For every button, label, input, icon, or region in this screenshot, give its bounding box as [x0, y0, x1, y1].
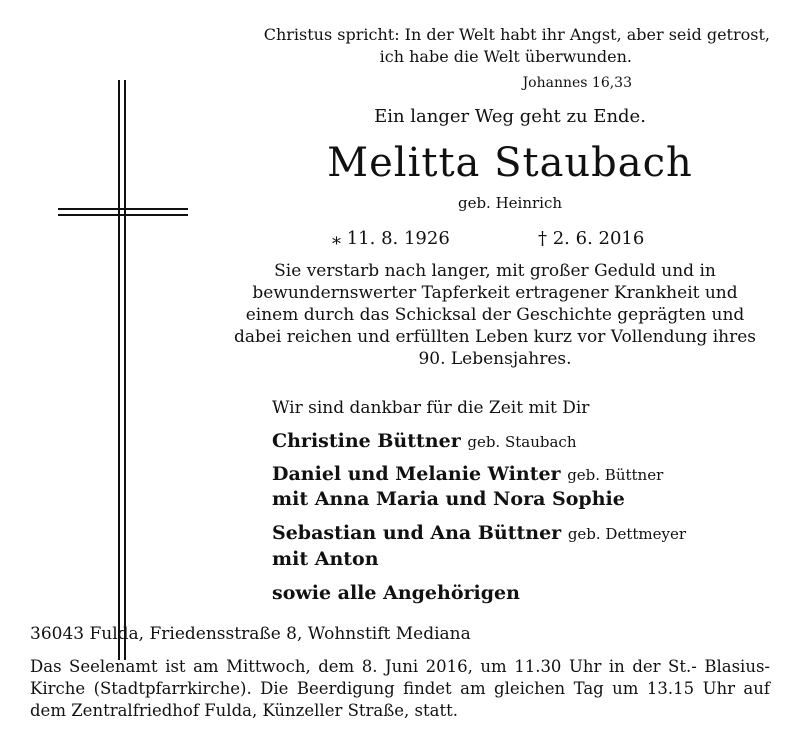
- bible-quote-line-1: Christus spricht: In der Welt habt ihr Angst, aber seid getrost,: [263, 25, 770, 44]
- family-note-1: geb. Staubach: [467, 433, 577, 451]
- deceased-name: Melitta Staubach: [327, 140, 693, 186]
- address-line: 36043 Fulda, Friedensstraße 8, Wohnstift Mediana: [30, 624, 471, 644]
- service-info: Das Seelenamt ist am Mittwoch, dem 8. Juni 2016, um 11.30 Uhr in der St.- Blasius-Kirche (Stadtpfarrkirche). Die Beerdigung findet am gleichen Tag um 13.15 Uhr auf dem Zentralfriedhof Fulda, Künzeller Straße, statt.: [30, 657, 770, 720]
- biography-text: Sie verstarb nach langer, mit großer Geduld und in bewundernswerter Tapferkeit ertragener Krankheit und einem durch das Schicksal der Geschichte geprägten und dabei reichen und erfüllten Leben kurz vor Vollendung ihres 90. Lebensjahres.: [234, 261, 756, 369]
- family-line-3: mit Anna Maria und Nora Sophie: [272, 488, 625, 510]
- family-name-1: Christine Büttner: [272, 430, 461, 452]
- family-note-2: geb. Büttner: [567, 466, 664, 484]
- family-line-4: [272, 522, 686, 544]
- cross-icon: [58, 80, 188, 660]
- bible-quote-line-2: ich habe die Welt überwunden.: [379, 47, 632, 66]
- thanks-line: Wir sind dankbar für die Zeit mit Dir: [272, 398, 590, 418]
- family-line-6: sowie alle Angehörigen: [272, 582, 520, 604]
- family-line-5: mit Anton: [272, 548, 379, 570]
- birth-date: ⁎ 11. 8. 1926: [332, 228, 450, 249]
- death-date: † 2. 6. 2016: [538, 228, 645, 249]
- family-line-1: [272, 430, 576, 452]
- bible-quote-source: Johannes 16,33: [522, 75, 632, 91]
- family-name-2: Daniel und Melanie Winter: [272, 463, 561, 485]
- intro-line: Ein langer Weg geht zu Ende.: [374, 106, 646, 127]
- birth-name: geb. Heinrich: [457, 194, 563, 212]
- family-note-4: geb. Dettmeyer: [567, 525, 687, 543]
- family-line-2: [272, 463, 663, 485]
- family-name-4: Sebastian und Ana Büttner: [272, 522, 562, 544]
